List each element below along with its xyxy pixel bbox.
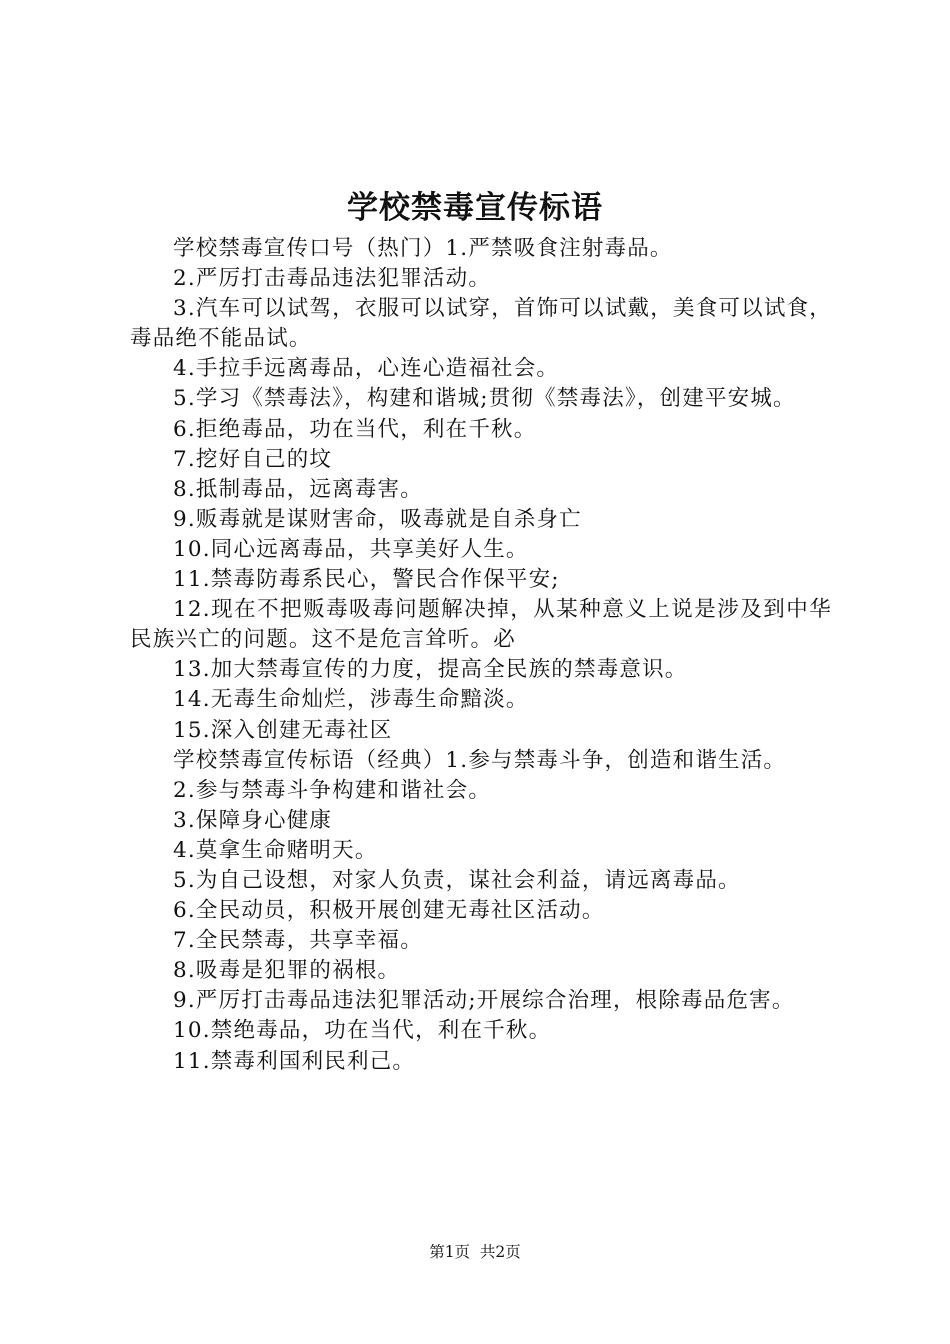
page-title: 学校禁毒宣传标语 [347,190,603,226]
paragraph: 5.学习《禁毒法》，构建和谐城;贯彻《禁毒法》，创建平安城。 [173,386,796,412]
paragraph: 7.挖好自己的坟 [173,446,333,472]
paragraph: 6.全民动员，积极开展创建无毒社区活动。 [173,898,605,924]
paragraph: 3.汽车可以试驾，衣服可以试穿，首饰可以试戴，美食可以试食，毒品绝不能品试。 [130,296,832,352]
paragraph: 13.加大禁毒宣传的力度，提高全民族的禁毒意识。 [173,657,688,683]
paragraph: 9.严厉打击毒品违法犯罪活动;开展综合治理，根除毒品危害。 [173,988,795,1014]
page-number: 第1页 [429,1243,471,1261]
paragraph: 8.吸毒是犯罪的祸根。 [173,958,401,984]
paragraph: 8.抵制毒品，远离毒害。 [173,476,423,502]
paragraph: 4.莫拿生命赌明天。 [173,837,378,863]
paragraph: 12.现在不把贩毒吸毒问题解决掉，从某种意义上说是涉及到中华民族兴亡的问题。这不是危言耸听。必 [130,597,832,653]
paragraph: 9.贩毒就是谋财害命，吸毒就是自杀身亡 [173,506,582,532]
paragraph: 10.禁绝毒品，功在当代，利在千秋。 [173,1018,552,1044]
paragraph: 11.禁毒利国利民利己。 [173,1048,416,1074]
paragraph: 2.参与禁毒斗争构建和谐社会。 [173,777,492,803]
paragraph: 学校禁毒宣传标语（经典）1.参与禁毒斗争，创造和谐生活。 [173,747,787,773]
paragraph: 4.手拉手远离毒品，心连心造福社会。 [173,356,560,382]
paragraph: 2.严厉打击毒品违法犯罪活动。 [173,266,492,292]
paragraph: 10.同心远离毒品，共享美好人生。 [173,536,529,562]
paragraph: 学校禁毒宣传口号（热门）1.严禁吸食注射毒品。 [173,236,673,261]
paragraph: 14.无毒生命灿烂，涉毒生命黯淡。 [173,687,529,713]
paragraph: 15.深入创建无毒社区 [173,717,393,743]
paragraph: 3.保障身心健康 [173,807,333,833]
paragraph: 6.拒绝毒品，功在当代，利在千秋。 [173,416,537,442]
document-body [130,234,832,1077]
page-total: 共2页 [479,1243,521,1261]
page-footer [0,1240,950,1264]
paragraph: 11.禁毒防毒系民心，警民合作保平安; [173,567,560,593]
paragraph: 7.全民禁毒，共享幸福。 [173,928,423,954]
paragraph: 5.为自己设想，对家人负责，谋社会利益，请远离毒品。 [173,867,741,893]
